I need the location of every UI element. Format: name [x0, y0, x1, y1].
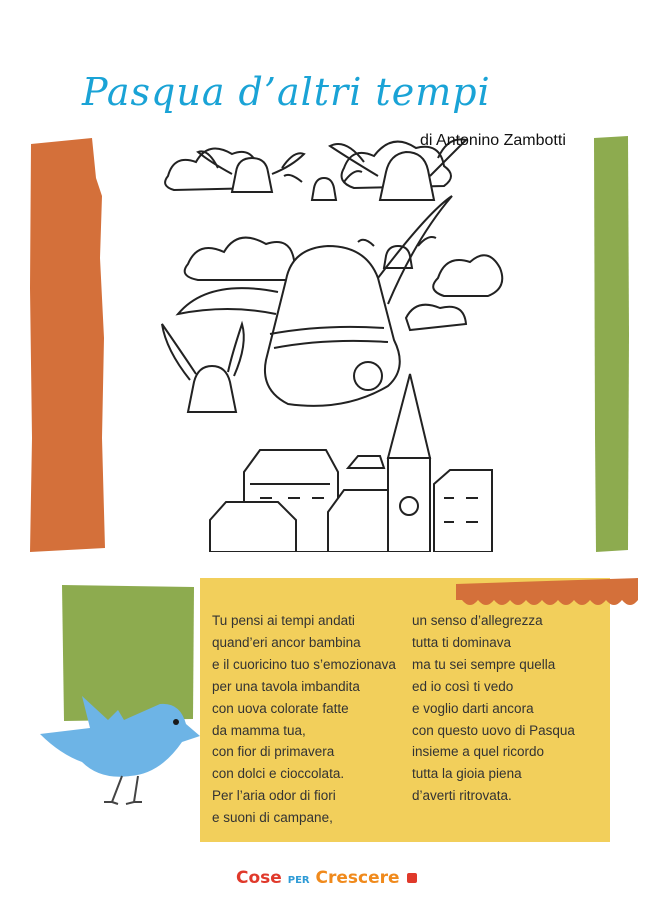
poem-line: tutta ti dominava — [412, 634, 512, 650]
poem-column-1 — [212, 610, 396, 829]
orange-paper-strip — [28, 138, 108, 556]
poem-line: un senso d’allegrezza — [412, 613, 543, 628]
poem-line: e voglio darti ancora — [412, 700, 534, 716]
blue-bird-illustration — [30, 690, 200, 810]
poem-line: d’averti ritrovata. — [412, 788, 512, 804]
cose-per-crescere-logo — [236, 868, 417, 888]
poem-line: Per l’aria odor di fiori — [212, 788, 336, 804]
poem-line: con fior di primavera — [212, 744, 335, 760]
poem-line: tutta la gioia piena — [412, 766, 522, 782]
poem-line: con dolci e cioccolata. — [212, 766, 345, 782]
orange-scalloped-banner — [456, 570, 638, 614]
poem-line: con questo uovo di Pasqua — [412, 722, 575, 738]
poem-line: insieme a quel ricordo — [412, 744, 545, 760]
bells-with-wings-illustration — [148, 128, 508, 552]
poem-line: ma tu sei sempre quella — [412, 656, 556, 672]
poem-line: ed io così ti vedo — [412, 678, 514, 694]
poem-line: e suoni di campane, — [212, 810, 333, 826]
poem-line: quand’eri ancor bambina — [212, 634, 361, 650]
logo-word-crescere: Crescere — [315, 868, 400, 888]
poem-column-2 — [412, 610, 575, 807]
logo-word-per: PER — [287, 875, 310, 886]
poem-line: per una tavola imbandita — [212, 678, 360, 694]
green-paper-strip — [592, 134, 632, 554]
poem-author: di Antonino Zambotti — [420, 132, 566, 149]
poem-line: da mamma tua, — [212, 722, 306, 738]
poem-title: Pasqua d’altri tempi — [82, 70, 491, 114]
poem-line: e il cuoricino tuo s’emozionava — [212, 656, 396, 672]
logo-word-cose: Cose — [236, 868, 282, 888]
logo-house-icon — [407, 873, 417, 883]
poem-line: Tu pensi ai tempi andati — [212, 613, 355, 628]
poem-line: con uova colorate fatte — [212, 700, 349, 716]
